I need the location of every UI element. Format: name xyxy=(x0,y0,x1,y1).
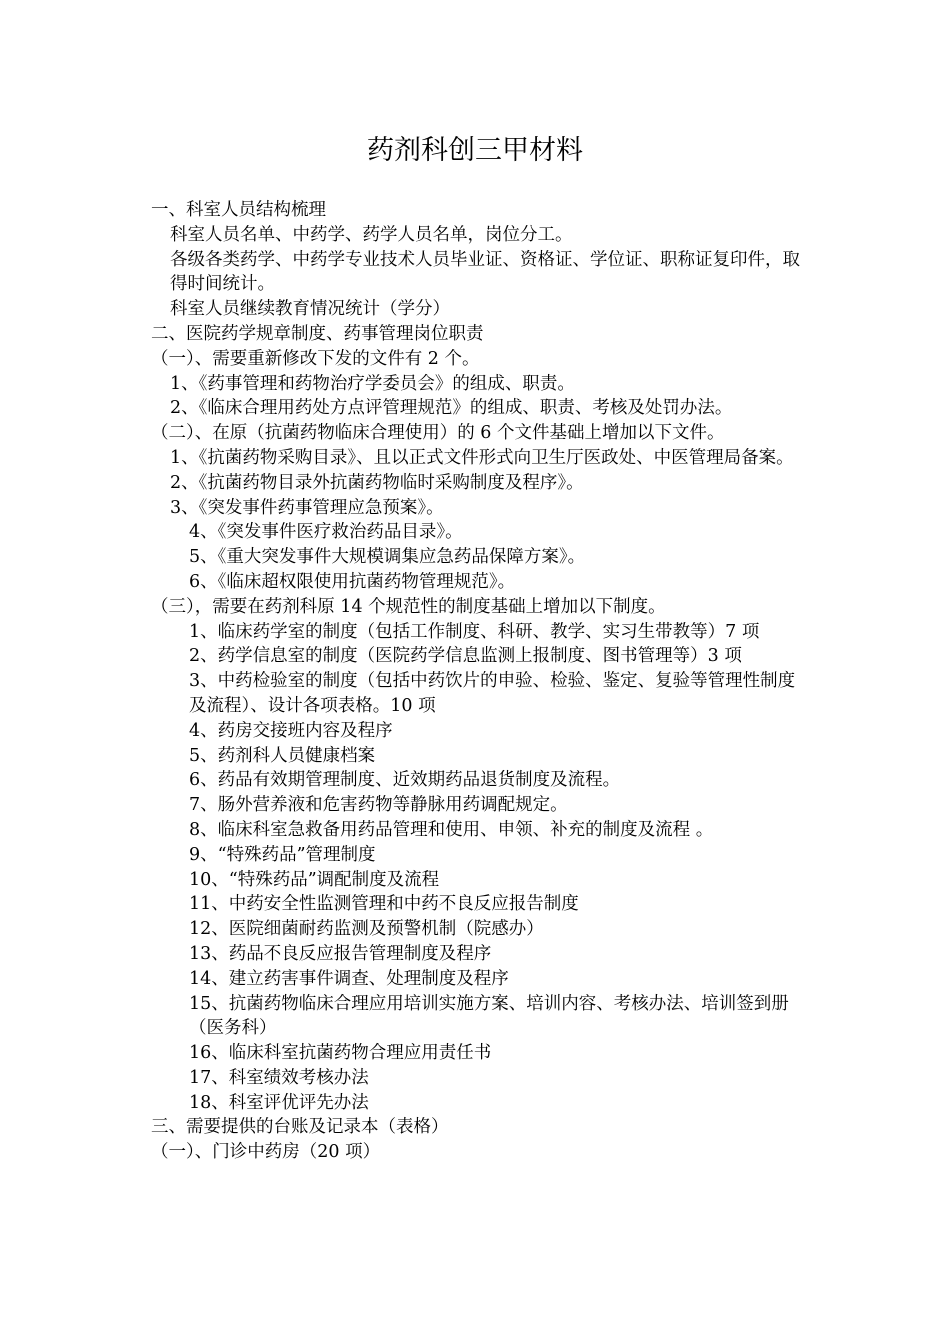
text-line: 一、科室人员结构梳理 xyxy=(151,200,326,220)
text-line: 18、科室评优评先办法 xyxy=(189,1092,369,1113)
text-line: （一）、门诊中药房（20 项） xyxy=(151,1142,381,1163)
text-line: 5、《重大突发事件大规模调集应急药品保障方案》。 xyxy=(189,547,586,568)
text-line: 16、临床科室抗菌药物合理应用责任书 xyxy=(189,1043,492,1064)
text-line: 科室人员名单、中药学、药学人员名单，岗位分工。 xyxy=(170,224,573,245)
text-line: 4、《突发事件医疗救治药品目录》。 xyxy=(189,522,463,543)
text-line: 5、药剂科人员健康档案 xyxy=(189,745,376,766)
text-line: 10、“特殊药品”调配制度及流程 xyxy=(189,869,440,890)
text-line: 各级各类药学、中药学专业技术人员毕业证、资格证、学位证、职称证复印件，取得时间统计。 xyxy=(170,249,800,295)
text-line: 12、医院细菌耐药监测及预警机制（院感办） xyxy=(189,919,544,940)
document-title: 药剂科创三甲材料 xyxy=(367,135,583,166)
text-line: 4、药房交接班内容及程序 xyxy=(189,720,393,741)
text-line: 9、“特殊药品”管理制度 xyxy=(189,844,376,865)
text-line: 3、《突发事件药事管理应急预案》。 xyxy=(170,497,444,518)
text-line: 13、药品不良反应报告管理制度及程序 xyxy=(189,943,492,964)
text-line: （二）、在原（抗菌药物临床合理使用）的 6 个文件基础上增加以下文件。 xyxy=(151,423,725,444)
text-line: 1、临床药学室的制度（包括工作制度、科研、教学、实习生带教等）7 项 xyxy=(189,621,760,642)
text-line: 1、《药事管理和药物治疗学委员会》的组成、职责。 xyxy=(170,373,575,394)
text-line: 6、《临床超权限使用抗菌药物管理规范》。 xyxy=(189,571,516,592)
text-line: 15、抗菌药物临床合理应用培训实施方案、培训内容、考核办法、培训签到册 （医务科） xyxy=(189,993,789,1039)
text-line: 科室人员继续教育情况统计（学分） xyxy=(170,299,450,320)
text-line: 14、建立药害事件调查、处理制度及程序 xyxy=(189,968,509,989)
text-line: 二、医院药学规章制度、药事管理岗位职责 xyxy=(151,323,484,344)
text-line: 1、《抗菌药物采购目录》、且以正式文件形式向卫生厅医政处、中医管理局备案。 xyxy=(170,447,794,468)
text-line: （三），需要在药剂科原 14 个规范性的制度基础上增加以下制度。 xyxy=(151,596,666,617)
text-line: 2、《抗菌药物目录外抗菌药物临时采购制度及程序》。 xyxy=(170,472,584,493)
text-line: 17、科室绩效考核办法 xyxy=(189,1067,369,1088)
document-body xyxy=(151,198,801,1165)
text-line: 11、中药安全性监测管理和中药不良反应报告制度 xyxy=(189,894,579,915)
text-line: 8、临床科室急救备用药品管理和使用、申领、补充的制度及流程 。 xyxy=(189,819,714,840)
text-line: 7、肠外营养液和危害药物等静脉用药调配规定。 xyxy=(189,795,568,816)
text-line: 3、中药检验室的制度（包括中药饮片的申验、检验、鉴定、复验等管理性制度及流程）、设计各项表格。10 项 xyxy=(189,671,796,716)
text-line: 2、《临床合理用药处方点评管理规范》的组成、职责、考核及处罚办法。 xyxy=(170,398,733,419)
text-line: 三、需要提供的台账及记录本（表格） xyxy=(151,1117,449,1138)
text-line: 6、药品有效期管理制度、近效期药品退货制度及流程。 xyxy=(189,770,621,791)
text-line: 2、药学信息室的制度（医院药学信息监测上报制度、图书管理等）3 项 xyxy=(189,646,742,667)
text-line: （一）、需要重新修改下发的文件有 2 个。 xyxy=(151,348,480,369)
